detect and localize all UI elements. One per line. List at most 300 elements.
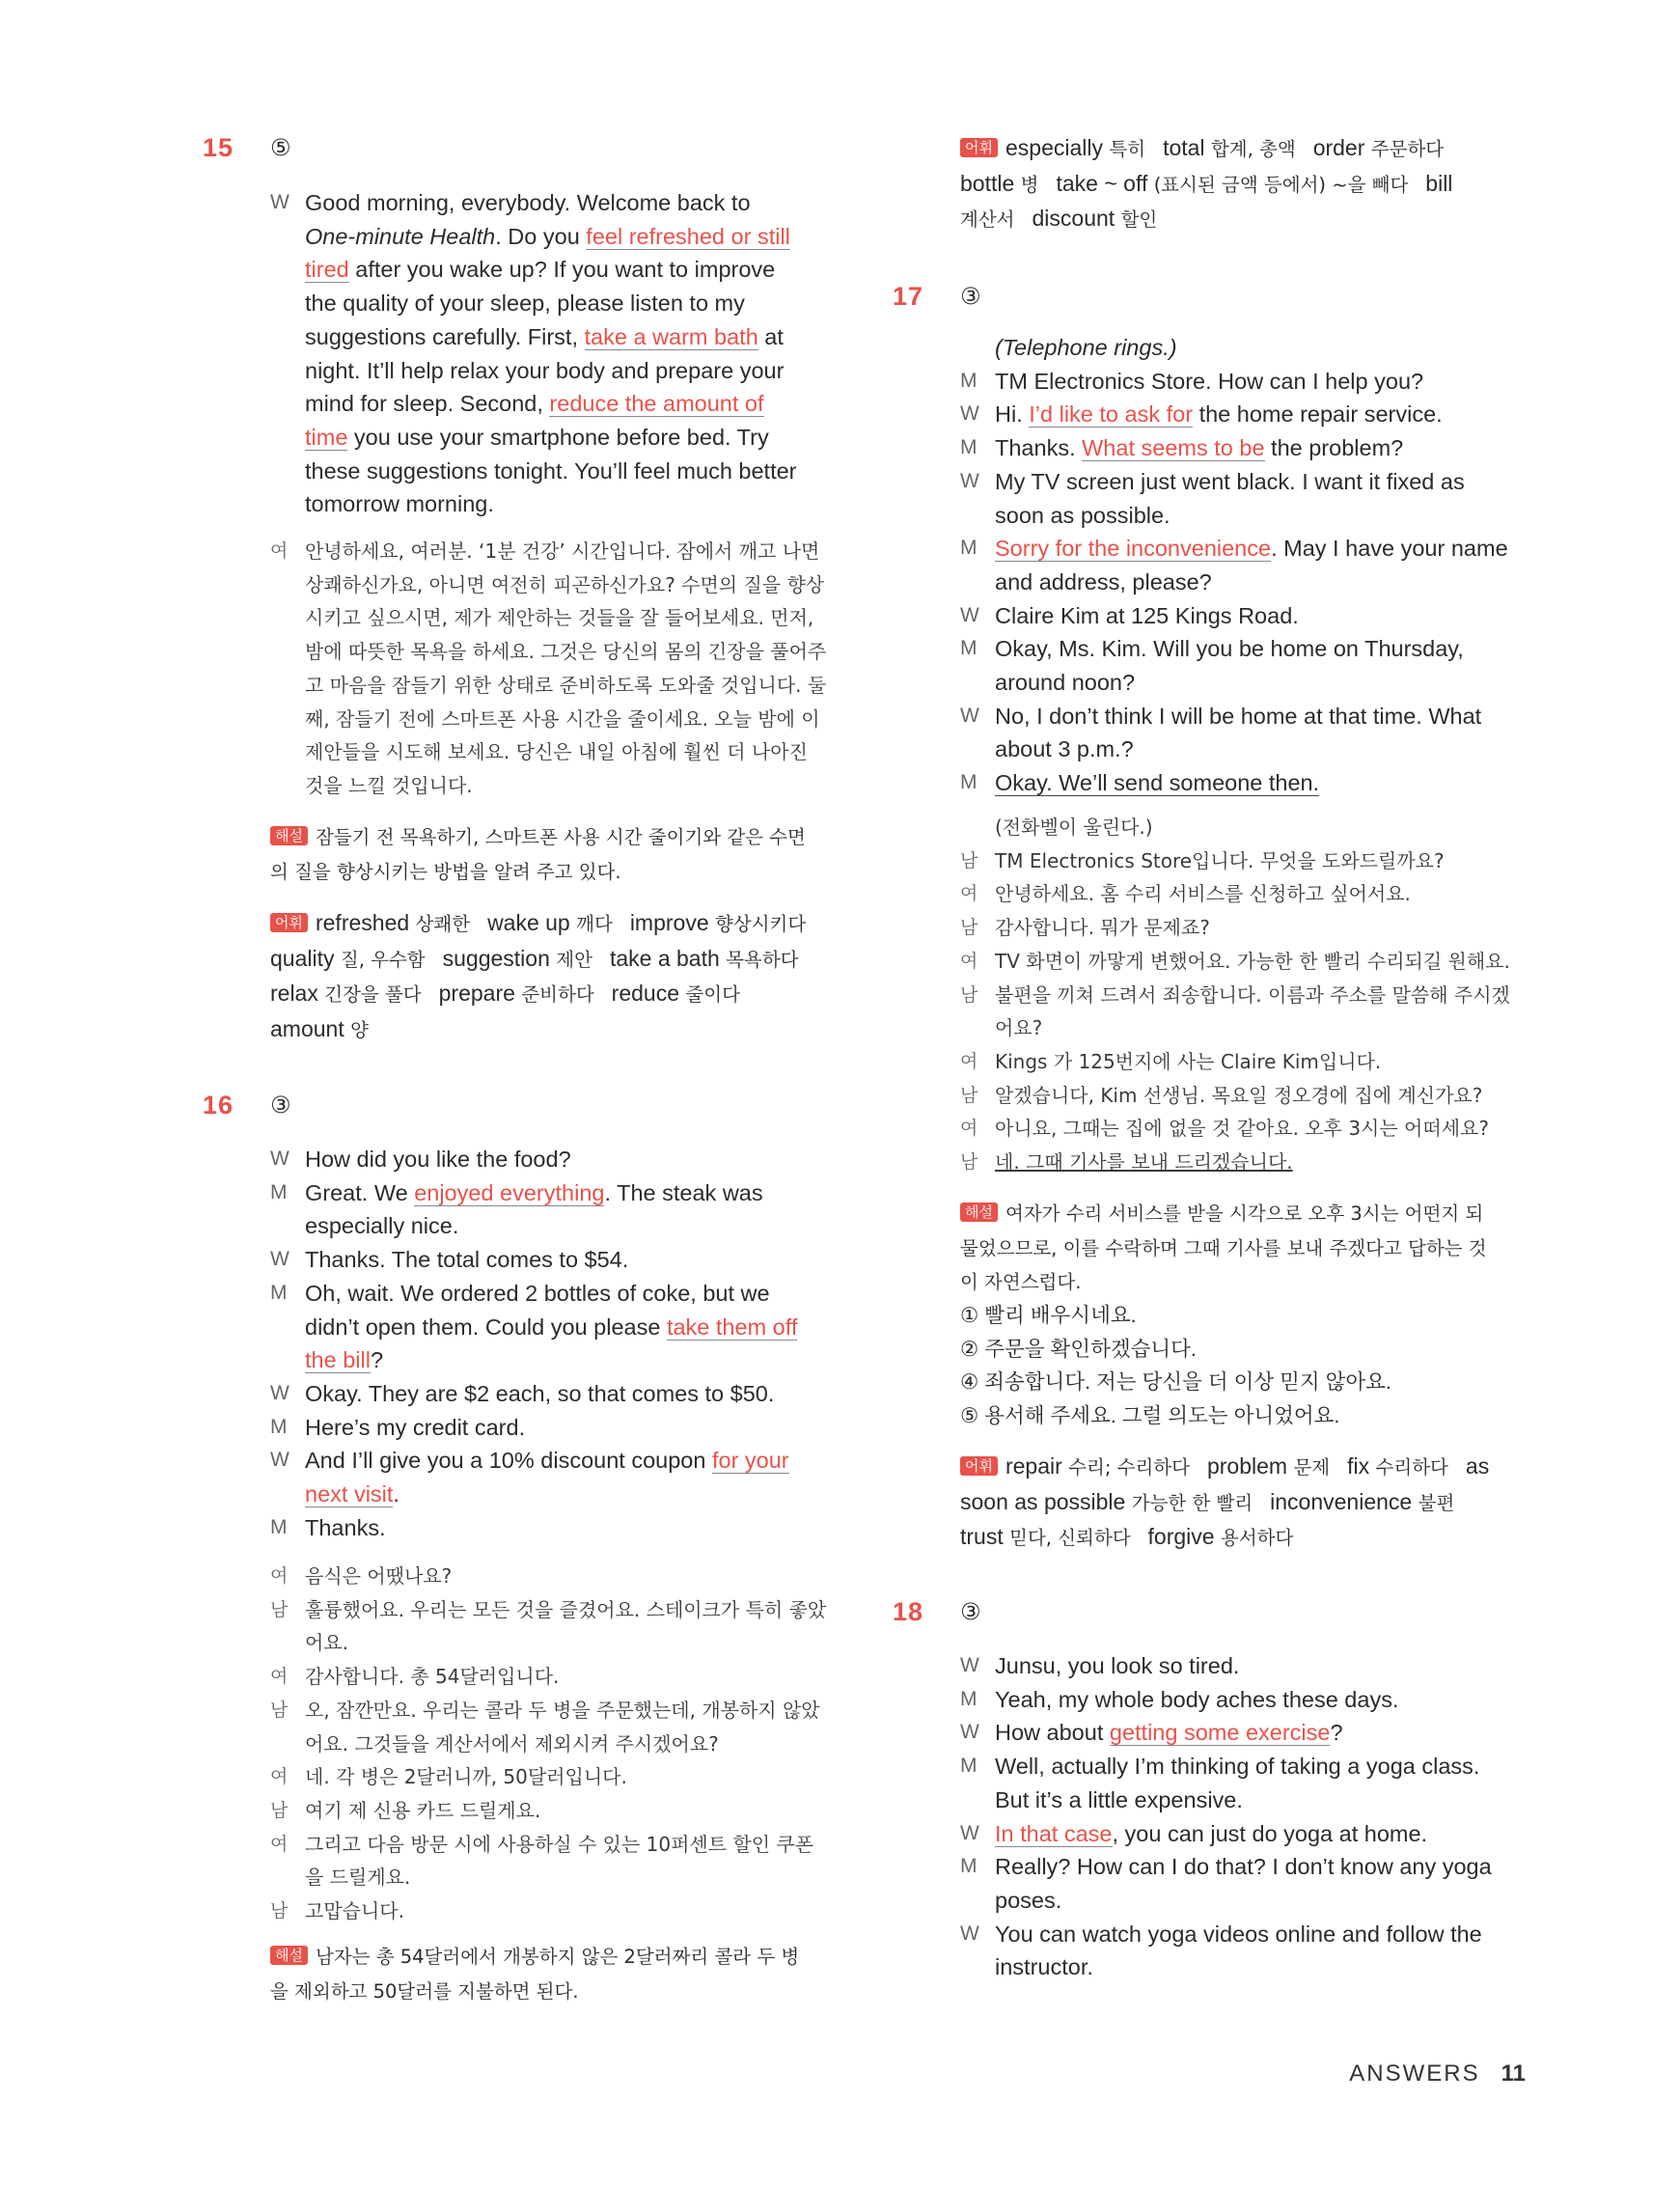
footer-label: ANSWERS — [1349, 2060, 1480, 2087]
script-line — [960, 1783, 1539, 1817]
explanation-line — [270, 855, 855, 890]
speaker-label: M — [270, 1415, 288, 1438]
translation-line — [270, 1660, 855, 1694]
translation-line — [960, 1011, 1539, 1045]
page-number: 11 — [1501, 2060, 1526, 2087]
translation-line — [270, 1626, 855, 1660]
text-run: , you can just do yoga at home. — [1112, 1820, 1428, 1846]
speaker-label — [270, 1728, 305, 1761]
script-line — [960, 1683, 1539, 1717]
text-run: about 3 p.m.? — [995, 736, 1134, 762]
vocab-meaning: 병 — [1020, 173, 1039, 196]
script-line — [270, 220, 855, 254]
speaker-label — [270, 354, 305, 388]
vocab-line — [960, 131, 1539, 167]
script-text — [305, 320, 855, 354]
text-run: instructor. — [995, 1954, 1093, 1980]
vocab-meaning: 긴장을 풀다 — [324, 983, 422, 1007]
vocab-word: trust — [960, 1524, 1010, 1550]
script-line — [270, 1411, 855, 1445]
speaker-label: 여 — [270, 1565, 289, 1587]
script-line — [960, 1850, 1539, 1884]
translation-text: 감사합니다. 뭐가 문제죠? — [995, 916, 1210, 940]
vocab-word: total — [1163, 135, 1211, 160]
script-text — [995, 532, 1539, 566]
text-run: you use your smartphone before bed. Try — [347, 424, 769, 450]
script-text — [305, 354, 855, 388]
text-run: especially nice. — [305, 1213, 459, 1239]
script-line — [270, 1311, 855, 1344]
vocab-word: order — [1312, 135, 1371, 160]
key-phrase: take a warm bath — [584, 323, 758, 349]
translation-line — [270, 1828, 855, 1862]
script-line — [270, 1377, 855, 1411]
explanation-text: 의 질을 향상시키는 방법을 알려 주고 있다. — [270, 860, 621, 883]
vocabulary — [270, 906, 855, 1048]
vocab-meaning: 특히 — [1109, 138, 1146, 160]
speaker-label: M — [960, 1755, 978, 1778]
text-run: around noon? — [995, 670, 1136, 696]
script-text — [995, 431, 1539, 465]
vocab-meaning: 계산서 — [960, 208, 1015, 232]
translation-line — [270, 1861, 855, 1894]
text-run: Oh, wait. We ordered 2 bottles of coke, but we — [305, 1280, 770, 1306]
explanation-line — [960, 1197, 1539, 1231]
vocab-word: reduce — [611, 981, 686, 1007]
text-run: Good morning, everybody. Welcome back to — [305, 190, 751, 215]
question-17-header — [893, 282, 981, 312]
question-number: 18 — [893, 1597, 924, 1626]
text-run: Here’s my credit card. — [305, 1414, 526, 1440]
translation-text: 불편을 끼쳐 드려서 죄송합니다. 이름과 주소를 말씀해 주시겠 — [995, 982, 1510, 1007]
speaker-label — [270, 287, 305, 320]
speaker-label: M — [270, 1281, 288, 1304]
explanation-badge: 해설 — [270, 826, 308, 845]
speaker-label — [270, 568, 305, 602]
translation-line — [270, 703, 855, 736]
vocab-meaning: 질, 우수함 — [340, 948, 426, 971]
vocab-line — [960, 167, 1539, 203]
text-run: . The steak was — [604, 1179, 763, 1205]
speaker-label: M — [960, 537, 978, 560]
vocab-word: inconvenience — [1270, 1488, 1418, 1514]
vocab-meaning: 주문하다 — [1370, 138, 1445, 160]
text-run: How about — [995, 1720, 1110, 1746]
dialogue-script — [960, 331, 1539, 800]
vocab-meaning: (표시된 금액 등에서) ~을 빼다 — [1153, 173, 1409, 196]
translation-text: TV 화면이 까맣게 변했어요. 가능한 한 빨리 수리되길 원해요. — [995, 949, 1510, 973]
speaker-label: M — [960, 771, 978, 794]
translation-line — [960, 945, 1539, 979]
key-phrase: Sorry for the inconvenience — [995, 536, 1272, 562]
script-line — [960, 1950, 1539, 1984]
speaker-label — [270, 669, 305, 703]
text-run: . May I have your name — [1271, 536, 1508, 562]
speaker-label: 남 — [960, 1084, 978, 1106]
speaker-label — [270, 1478, 305, 1511]
explanation-line — [270, 1940, 855, 1975]
explanation-line — [960, 1231, 1539, 1266]
script-text — [995, 1884, 1539, 1918]
script-text — [995, 465, 1539, 499]
vocab-meaning: 제안 — [556, 948, 592, 971]
vocab-line — [270, 942, 855, 978]
translation-line — [270, 669, 855, 703]
speaker-label: M — [960, 369, 978, 392]
speaker-label: M — [960, 637, 978, 660]
key-phrase: getting some exercise — [1109, 1720, 1331, 1746]
translation-text: 을 드릴게요. — [305, 1866, 411, 1890]
text-run: And I’ll give you a 10% discount coupon — [305, 1448, 712, 1474]
speaker-label: W — [960, 402, 979, 426]
speaker-label: 남 — [270, 1900, 289, 1922]
text-run: One-minute Health — [305, 223, 496, 249]
speaker-label: W — [960, 603, 979, 626]
vocab-meaning: 할인 — [1120, 208, 1158, 232]
script-line — [960, 666, 1539, 700]
script-line — [960, 331, 1539, 365]
script-text — [995, 1649, 1539, 1683]
script-line — [960, 566, 1539, 599]
answer-choice: ③ — [960, 1599, 981, 1625]
speaker-label — [270, 735, 305, 769]
explanation — [960, 1197, 1539, 1300]
speaker-label: W — [960, 1922, 979, 1945]
script-text — [305, 1143, 855, 1176]
text-run: night. It’ll help relax your body and prepare your — [305, 357, 785, 383]
speaker-label — [960, 1950, 995, 1984]
text-run: suggestions carefully. First, — [305, 323, 585, 349]
key-phrase: What seems to be — [1082, 435, 1265, 461]
explanation-text: 잠들기 전 목욕하기, 스마트폰 사용 시간 줄이기와 같은 수면 — [315, 826, 806, 848]
script-text — [995, 1716, 1539, 1750]
explanation-line — [960, 1265, 1539, 1300]
speaker-label: 여 — [270, 540, 289, 562]
vocab-meaning: 향상시키다 — [715, 913, 807, 935]
speaker-label: 여 — [270, 1766, 289, 1788]
speaker-label — [960, 733, 995, 766]
speaker-label — [960, 331, 995, 365]
key-phrase: time — [305, 424, 348, 450]
text-run: ? — [1330, 1720, 1343, 1746]
speaker-label: W — [270, 1248, 289, 1271]
translation-text: 여기 제 신용 카드 드릴게요. — [305, 1798, 541, 1822]
vocab-line — [960, 1450, 1539, 1485]
translation-text: 어요. 그것들을 계산서에서 제외시켜 주시겠어요? — [305, 1731, 719, 1756]
vocab-meaning: 상쾌한 — [415, 913, 471, 935]
script-line — [960, 766, 1539, 800]
vocab-word: especially — [1005, 135, 1110, 160]
speaker-label: W — [960, 1821, 979, 1844]
text-run: TM Electronics Store. How can I help you? — [995, 368, 1424, 394]
translation-line — [270, 1794, 855, 1828]
text-run: Thanks. — [305, 1514, 386, 1540]
vocab-word: prepare — [438, 981, 522, 1007]
translation-line — [960, 1146, 1539, 1179]
dialogue-script — [270, 1143, 855, 1544]
translation-line — [270, 1593, 855, 1627]
vocab-word: forgive — [1147, 1524, 1221, 1550]
script-text — [305, 1343, 855, 1377]
vocab-meaning: 수리; 수리하다 — [1068, 1456, 1190, 1479]
script-line — [960, 599, 1539, 633]
vocab-meaning: 수리하다 — [1375, 1456, 1448, 1479]
explanation-text: 여자가 수리 서비스를 받을 시각으로 오후 3시는 어떤지 되 — [1005, 1203, 1484, 1225]
script-text — [995, 1950, 1539, 1984]
speaker-label: 남 — [960, 849, 978, 871]
option-line: ⑤ 용서해 주세요. 그럴 의도는 아니었어요. — [960, 1404, 1340, 1428]
script-text — [995, 1750, 1539, 1783]
script-text — [995, 566, 1539, 599]
text-run: Claire Kim at 125 Kings Road. — [995, 602, 1299, 628]
text-run: Thanks. — [995, 435, 1083, 461]
translation-text: 고 마음을 잠들기 위한 상태로 준비하도록 도와줄 것입니다. 둘 — [305, 673, 827, 697]
vocab-word: as — [1465, 1453, 1490, 1479]
speaker-label: 남 — [960, 1151, 978, 1174]
explanation-line — [270, 1975, 855, 2009]
script-text — [995, 331, 1539, 365]
korean-translation — [270, 535, 855, 803]
key-phrase: next visit — [305, 1481, 394, 1507]
translation-text: 음식은 어땠나요? — [305, 1564, 453, 1588]
text-run: But it’s a little expensive. — [995, 1786, 1243, 1812]
script-text — [305, 253, 855, 287]
dialogue-script — [960, 1649, 1539, 1984]
script-line — [270, 1478, 855, 1511]
vocabulary — [960, 131, 1539, 237]
speaker-label — [270, 635, 305, 669]
script-text — [995, 1918, 1539, 1951]
text-run: the quality of your sleep, please listen to my — [305, 290, 745, 317]
script-text — [305, 487, 855, 521]
translation-line — [270, 635, 855, 669]
text-run: poses. — [995, 1887, 1062, 1913]
dialogue-script — [270, 186, 855, 521]
vocab-badge: 어휘 — [960, 138, 998, 157]
script-text — [305, 1243, 855, 1277]
script-line — [270, 1444, 855, 1478]
script-line — [270, 320, 855, 354]
speaker-label — [960, 1011, 995, 1045]
script-line — [960, 733, 1539, 766]
vocab-word: take a bath — [609, 945, 727, 971]
speaker-label: W — [270, 191, 289, 213]
speaker-label — [960, 1884, 995, 1918]
script-text — [305, 1311, 855, 1344]
vocab-word: amount — [270, 1016, 351, 1042]
speaker-label — [960, 499, 995, 533]
script-line — [960, 1817, 1539, 1851]
speaker-label — [270, 220, 305, 254]
script-text — [995, 499, 1539, 533]
explanation-badge: 해설 — [960, 1203, 998, 1222]
script-text — [995, 733, 1539, 766]
translation-text: 아니요, 그때는 집에 없을 것 같아요. 오후 3시는 어떠세요? — [995, 1117, 1489, 1141]
script-text — [995, 666, 1539, 700]
script-text — [305, 1377, 855, 1411]
script-text — [305, 1277, 855, 1311]
text-run: Okay. They are $2 each, so that comes to $50. — [305, 1380, 775, 1406]
translation-text: 상쾌하신가요, 아니면 여전히 피곤하신가요? 수면의 질을 향상 — [305, 572, 825, 596]
vocab-word: bill — [1425, 170, 1453, 196]
vocab-word: quality — [270, 945, 341, 971]
speaker-label — [270, 1311, 305, 1344]
speaker-label: 남 — [270, 1598, 289, 1620]
script-text — [995, 1817, 1539, 1851]
script-text — [305, 1411, 855, 1445]
script-text — [305, 1176, 855, 1210]
vocab-meaning: 문제 — [1293, 1456, 1331, 1479]
script-text — [305, 387, 855, 421]
translation-text: 훌륭했어요. 우리는 모든 것을 즐겼어요. 스테이크가 특히 좋았 — [305, 1597, 827, 1621]
vocab-line — [960, 1520, 1539, 1556]
script-line — [960, 632, 1539, 666]
script-text — [305, 287, 855, 320]
vocab-meaning: 용서하다 — [1220, 1527, 1294, 1550]
vocab-word: discount — [1032, 206, 1121, 232]
text-run: Really? How can I do that? I don’t know any yoga — [995, 1854, 1492, 1880]
question-16-header — [203, 1091, 291, 1120]
translation-line — [960, 844, 1539, 878]
translation-text: 네. 각 병은 2달러니까, 50달러입니다. — [305, 1765, 627, 1789]
explanation-text: 이 자연스럽다. — [960, 1271, 1082, 1294]
script-line — [270, 1277, 855, 1311]
vocab-meaning: 양 — [350, 1019, 369, 1042]
script-line — [960, 1884, 1539, 1918]
script-text — [305, 1209, 855, 1243]
key-phrase: for your — [711, 1448, 789, 1474]
translation-line — [960, 1045, 1539, 1079]
translation-text: 어요? — [995, 1016, 1043, 1040]
vocab-word: bottle — [960, 170, 1021, 196]
text-run: the home repair service. — [1193, 401, 1443, 428]
speaker-label — [270, 769, 305, 803]
speaker-label: W — [960, 1654, 979, 1676]
vocab-meaning: 합계, 총액 — [1210, 138, 1296, 160]
speaker-label: 여 — [270, 1833, 289, 1855]
translation-line — [960, 1112, 1539, 1146]
script-line — [960, 365, 1539, 399]
vocabulary — [960, 1450, 1539, 1556]
script-line — [270, 1343, 855, 1377]
script-text — [305, 220, 855, 254]
option-line: ④ 죄송합니다. 저는 당신을 더 이상 믿지 않아요. — [960, 1370, 1391, 1395]
speaker-label: 여 — [960, 1050, 978, 1072]
script-line — [270, 1209, 855, 1243]
question-number: 15 — [203, 133, 234, 162]
key-phrase: feel refreshed or still — [586, 223, 790, 249]
script-line — [960, 700, 1539, 733]
script-line — [270, 186, 855, 220]
text-run: My TV screen just went black. I want it fixed as — [995, 468, 1465, 494]
text-run: and address, please? — [995, 568, 1212, 594]
text-run: ? — [370, 1347, 384, 1373]
vocab-word: wake up — [487, 910, 577, 935]
script-text — [995, 599, 1539, 633]
speaker-label — [270, 1343, 305, 1377]
script-line — [960, 1649, 1539, 1683]
vocab-badge: 어휘 — [960, 1456, 998, 1476]
speaker-label — [960, 666, 995, 700]
vocab-word: refreshed — [315, 910, 416, 935]
text-run: didn’t open them. Could you please — [305, 1313, 667, 1340]
vocab-word: take ~ off — [1056, 170, 1154, 196]
script-text — [995, 365, 1539, 399]
text-run: these suggestions tonight. You’ll feel much better — [305, 457, 797, 484]
translation-line — [270, 1760, 855, 1794]
vocab-line — [960, 1485, 1539, 1521]
speaker-label: 남 — [270, 1699, 289, 1721]
script-line — [960, 465, 1539, 499]
vocab-meaning: 줄이다 — [685, 983, 740, 1007]
text-run: Great. We — [305, 1179, 415, 1205]
answer-choice: ③ — [960, 284, 981, 310]
translation-line — [270, 601, 855, 635]
script-line — [960, 431, 1539, 465]
text-run: Okay. We’ll send someone then. — [995, 770, 1320, 796]
vocab-word: improve — [629, 910, 716, 935]
vocab-word: problem — [1206, 1453, 1294, 1479]
script-line — [270, 1511, 855, 1545]
speaker-label — [270, 455, 305, 488]
speaker-label — [960, 566, 995, 599]
speaker-label: 여 — [960, 883, 978, 905]
speaker-label — [270, 601, 305, 635]
speaker-label: 남 — [960, 917, 978, 939]
script-line — [270, 1143, 855, 1176]
vocab-badge: 어휘 — [270, 913, 308, 932]
key-phrase: I’d like to ask for — [1029, 401, 1194, 428]
text-run: (Telephone rings.) — [995, 335, 1177, 360]
text-run: . Do you — [495, 223, 587, 249]
translation-line — [270, 1694, 855, 1728]
speaker-label — [960, 811, 995, 844]
script-line — [960, 1918, 1539, 1951]
vocab-word: fix — [1347, 1453, 1376, 1479]
vocab-meaning: 준비하다 — [521, 983, 594, 1007]
script-text — [305, 1444, 855, 1478]
explanation-text: 물었으므로, 이를 수락하며 그때 기사를 보내 주겠다고 답하는 것 — [960, 1236, 1487, 1259]
question-18-header — [893, 1597, 981, 1627]
text-run: Okay, Ms. Kim. Will you be home on Thursday, — [995, 636, 1464, 662]
script-line — [270, 387, 855, 421]
translation-text: 안녕하세요, 여러분. ‘1분 건강’ 시간입니다. 잠에서 깨고 나면 — [305, 539, 820, 563]
speaker-label: 남 — [960, 983, 978, 1006]
script-text — [995, 1683, 1539, 1717]
translation-text: 알겠습니다, Kim 선생님. 목요일 정오경에 집에 계신가요? — [995, 1083, 1483, 1107]
script-text — [995, 398, 1539, 431]
speaker-label: 여 — [960, 950, 978, 972]
script-line — [960, 398, 1539, 431]
speaker-label: 남 — [270, 1799, 289, 1821]
page-footer — [1349, 2060, 1526, 2088]
script-text — [995, 1783, 1539, 1817]
text-run: at — [757, 323, 784, 349]
translation-text: 안녕하세요. 홈 수리 서비스를 신청하고 싶어서요. — [995, 882, 1411, 906]
speaker-label: 여 — [960, 1118, 978, 1140]
script-text — [305, 455, 855, 488]
vocab-word: repair — [1005, 1453, 1069, 1479]
speaker-label: W — [270, 1381, 289, 1404]
korean-translation — [270, 1560, 855, 1928]
translation-line — [960, 911, 1539, 945]
script-line — [270, 253, 855, 287]
script-line — [960, 1716, 1539, 1750]
vocab-meaning: 믿다, 신뢰하다 — [1009, 1527, 1131, 1550]
script-line — [960, 499, 1539, 533]
explanation-text: 남자는 총 54달러에서 개봉하지 않은 2달러짜리 콜라 두 병 — [315, 1946, 800, 1968]
script-line — [270, 455, 855, 488]
